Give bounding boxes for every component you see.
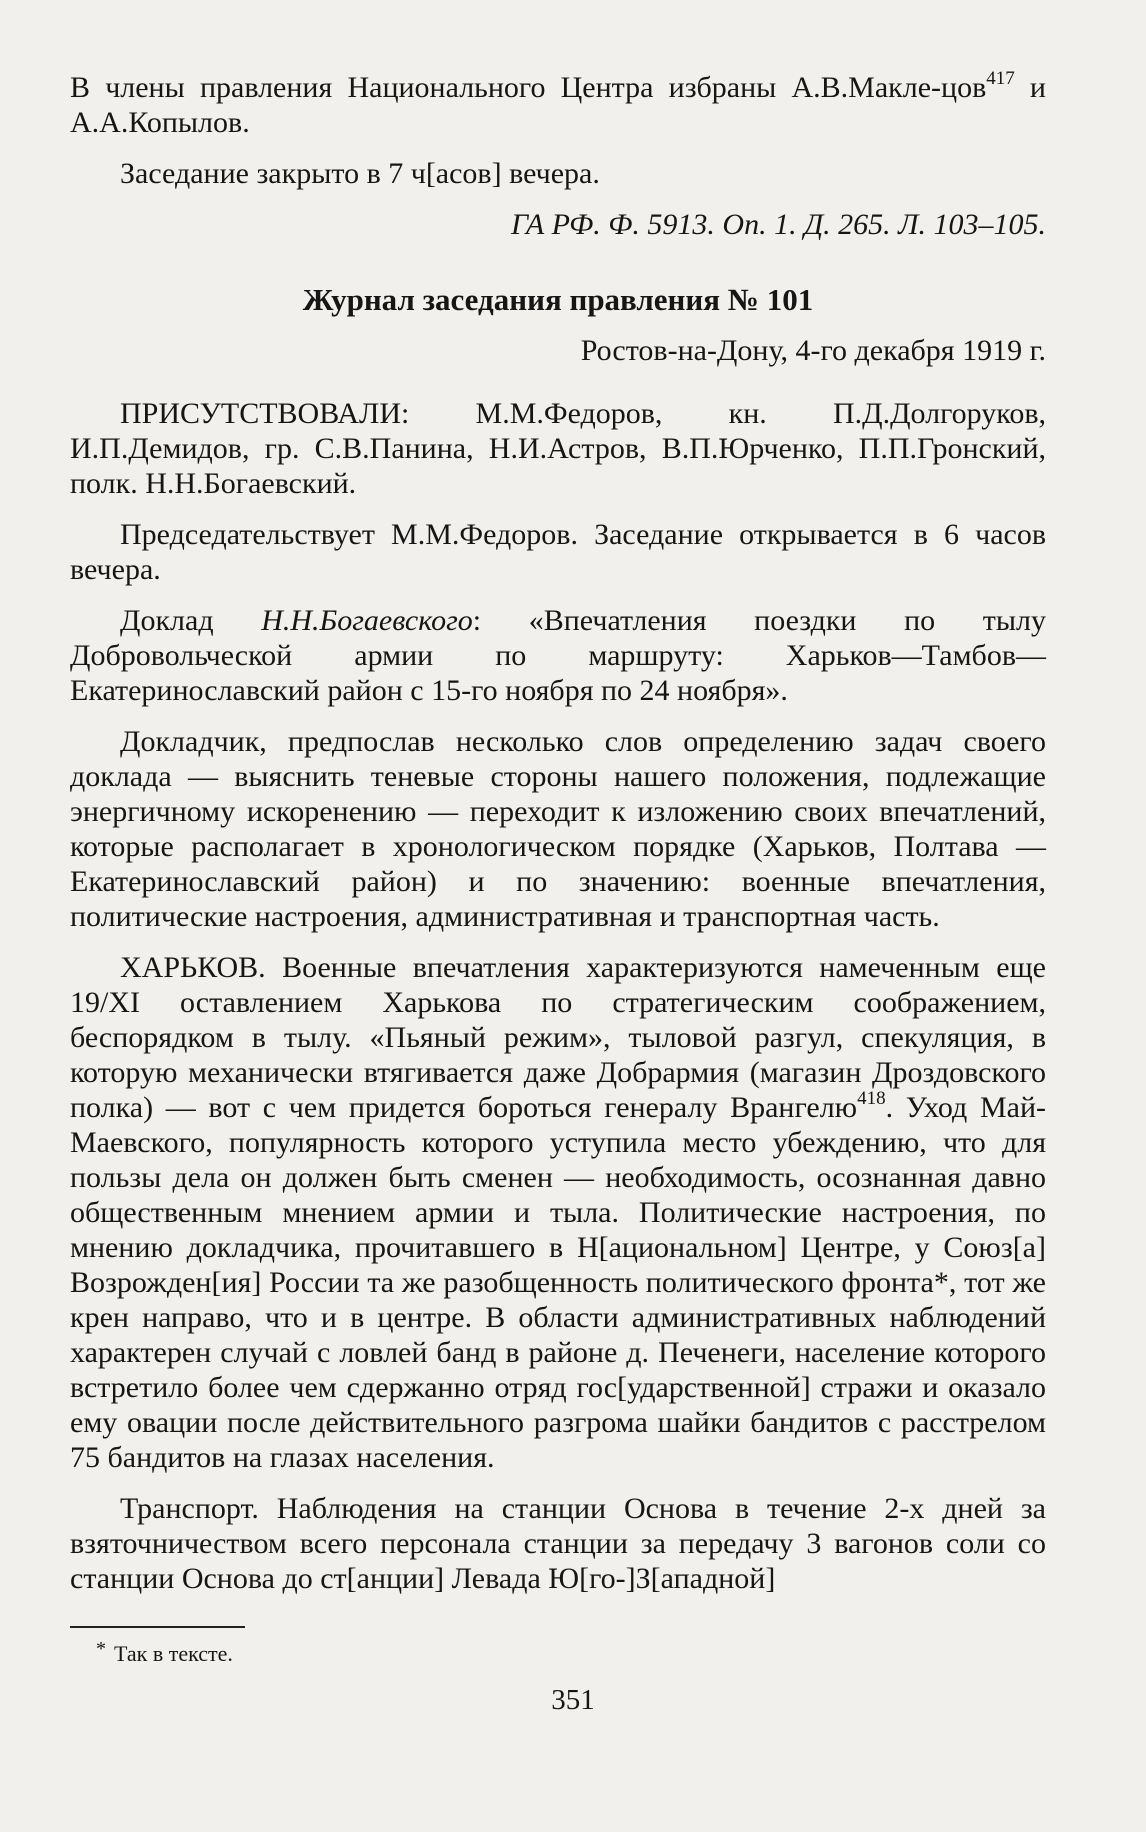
speaker-name: Н.Н.Богаевского — [261, 604, 473, 637]
text-span: ХАРЬКОВ. Военные впечатления характеризуются намеченным еще 19/XI оставлением Харькова по стратегическим соображением, беспорядком в тылу. «Пьяный режим», тыловой разгул, спекуляция, в которую механически втягивается даже Добрармия (магазин Дроздовского полка) — вот с чем придется бороться генералу Врангелю — [70, 951, 1046, 1124]
text-span: и А.А.Копылов. — [70, 71, 1046, 139]
footnote — [96, 1640, 1046, 1669]
paragraph-kharkov — [70, 950, 1046, 1475]
paragraph-transport: Транспорт. Наблюдения на станции Основа в течение 2-х дней за взяточничеством всего персонала станции за передачу 3 вагонов соли со станции Основа до ст[анции] Левада Ю[го-]З[ападной] — [70, 1492, 1046, 1595]
paragraph-chair: Председательствует М.М.Федоров. Заседание открывается в 6 часов вечера. — [70, 518, 1046, 586]
page-number: 351 — [551, 1684, 595, 1716]
footnote-divider — [70, 1626, 245, 1628]
paragraph-report — [70, 603, 1046, 708]
footnote-ref: 418 — [857, 1088, 886, 1109]
footnote-ref: 417 — [986, 68, 1015, 89]
text-span: В члены правления Национального Центра избраны А.В.Макле-цов — [70, 71, 987, 104]
place-date: Ростов-на-Дону, 4-го декабря 1919 г. — [580, 334, 1046, 367]
footnote-text: Так в тексте. — [114, 1641, 233, 1666]
text-span: : «Впечатления поездки по тылу Добровольческой армии по маршруту: Харьков—Тамбов—Екатеринославский район с 15-го ноября по 24 ноября». — [70, 604, 1046, 707]
paragraph-present: ПРИСУТСТВОВАЛИ: М.М.Федоров, кн. П.Д.Долгоруков, И.П.Демидов, гр. С.В.Панина, Н.И.Астров, В.П.Юрченко, П.П.Гронский, полк. Н.Н.Богаевский. — [70, 397, 1046, 500]
paragraph-meeting-closed: Заседание закрыто в 7 ч[асов] вечера. — [120, 157, 600, 190]
text-span: . Уход Май-Маевского, популярность которого уступила место убеждению, что для пользы дела он должен быть сменен — необходимость, осознанная давно общественным мнением армии и тыла. Политические настроения, по мнению докладчика, прочитавшего в Н[ациональном] Центре, у Союз[а] Возрожден[ия] России та же разобщенность политического фронта*, тот же крен направо, что и в центре. В области административных наблюдений характерен случай с ловлей банд в районе д. Печенеги, население которого встретило более чем сдержанно отряд гос[ударственной] стражи и оказало ему овации после действительного разгрома шайки бандитов с расстрелом 75 бандитов на глазах населения. — [70, 1091, 1047, 1474]
body-text — [70, 70, 1046, 1596]
paragraph-speaker: Докладчик, предпослав несколько слов определению задач своего доклада — выяснить теневые стороны нашего положения, подлежащие энергичному искоренению — переходит к изложению своих впечатлений, которые располагает в хронологическом порядке (Харьков, Полтава — Екатеринославский район) и по значению: военные впечатления, политические настроения, административная и транспортная часть. — [70, 725, 1046, 933]
paragraph-elected-members — [70, 70, 1046, 140]
text-span: Доклад — [120, 604, 262, 637]
document-title: Журнал заседания правления № 101 — [302, 282, 814, 317]
footnote-mark: * — [96, 1638, 106, 1660]
archive-source: ГА РФ. Ф. 5913. Оп. 1. Д. 265. Л. 103–105. — [511, 208, 1046, 241]
